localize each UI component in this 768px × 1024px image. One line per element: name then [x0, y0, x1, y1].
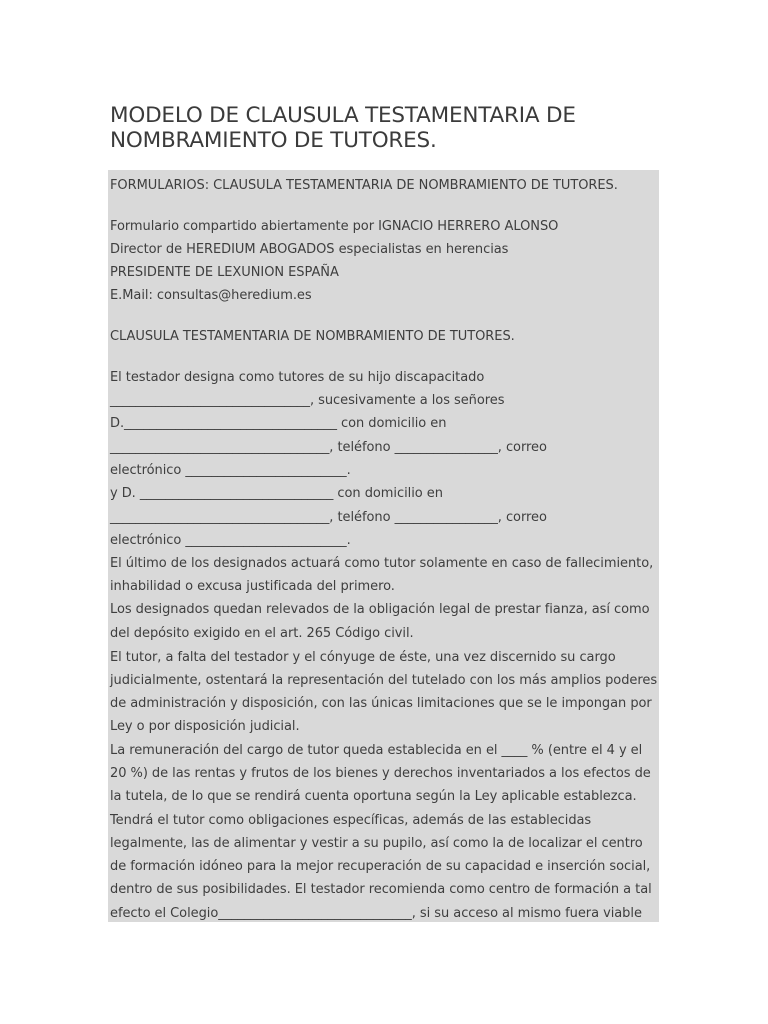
clause-line: dentro de sus posibilidades. El testador recomienda como centro de formación a tal — [110, 882, 652, 897]
author-line: PRESIDENTE DE LEXUNION ESPAÑA — [110, 265, 339, 280]
clause-line: 20 %) de las rentas y frutos de los bienes y derechos inventariados a los efectos de — [110, 766, 651, 781]
clause-line: y D. ______________________________ con domicilio en — [110, 486, 443, 501]
author-line: Director de HEREDIUM ABOGADOS especialistas en herencias — [110, 242, 509, 257]
clause-line: efecto el Colegio______________________________, si su acceso al mismo fuera viable — [110, 906, 642, 921]
clause-line: de formación idóneo para la mejor recuperación de su capacidad e inserción social, — [110, 859, 651, 874]
clause-line: la tutela, de lo que se rendirá cuenta oportuna según la Ley aplicable establezca. — [110, 789, 637, 804]
clause-line: judicialmente, ostentará la representación del tutelado con los más amplios poderes — [110, 673, 658, 688]
clause-line: __________________________________, teléfono ________________, correo — [110, 510, 547, 525]
document-title-line: NOMBRAMIENTO DE TUTORES. — [110, 128, 437, 153]
clause-line: La remuneración del cargo de tutor queda establecida en el ____ % (entre el 4 y el — [110, 743, 643, 758]
clause-line: del depósito exigido en el art. 265 Código civil. — [110, 626, 414, 641]
email-line: E.Mail: consultas@heredium.es — [110, 288, 312, 303]
clause-line: electrónico _________________________. — [110, 533, 351, 548]
clause-line: _______________________________, sucesivamente a los señores — [110, 393, 505, 408]
document-title — [110, 103, 670, 153]
forms-heading: FORMULARIOS: CLAUSULA TESTAMENTARIA DE NOMBRAMIENTO DE TUTORES. — [110, 178, 618, 193]
clause-line: Tendrá el tutor como obligaciones específicas, además de las establecidas — [110, 813, 592, 828]
clause-heading: CLAUSULA TESTAMENTARIA DE NOMBRAMIENTO DE TUTORES. — [110, 329, 515, 344]
clause-line: Ley o por disposición judicial. — [110, 719, 300, 734]
clause-line: D._________________________________ con domicilio en — [110, 416, 447, 431]
clause-line: electrónico _________________________. — [110, 463, 351, 478]
clause-line: legalmente, las de alimentar y vestir a su pupilo, así como la de localizar el centro — [110, 836, 643, 851]
clause-line: __________________________________, teléfono ________________, correo — [110, 440, 547, 455]
clause-line: de administración y disposición, con las únicas limitaciones que se le impongan por — [110, 696, 652, 711]
author-line: Formulario compartido abiertamente por IGNACIO HERRERO ALONSO — [110, 219, 559, 234]
clause-line: Los designados quedan relevados de la obligación legal de prestar fianza, así como — [110, 602, 650, 617]
document-title-line: MODELO DE CLAUSULA TESTAMENTARIA DE — [110, 103, 576, 128]
clause-line: El último de los designados actuará como tutor solamente en caso de fallecimiento, — [110, 556, 654, 571]
clause-line: El tutor, a falta del testador y el cónyuge de éste, una vez discernido su cargo — [110, 650, 616, 665]
clause-line: El testador designa como tutores de su hijo discapacitado — [110, 370, 485, 385]
clause-line: inhabilidad o excusa justificada del primero. — [110, 579, 395, 594]
